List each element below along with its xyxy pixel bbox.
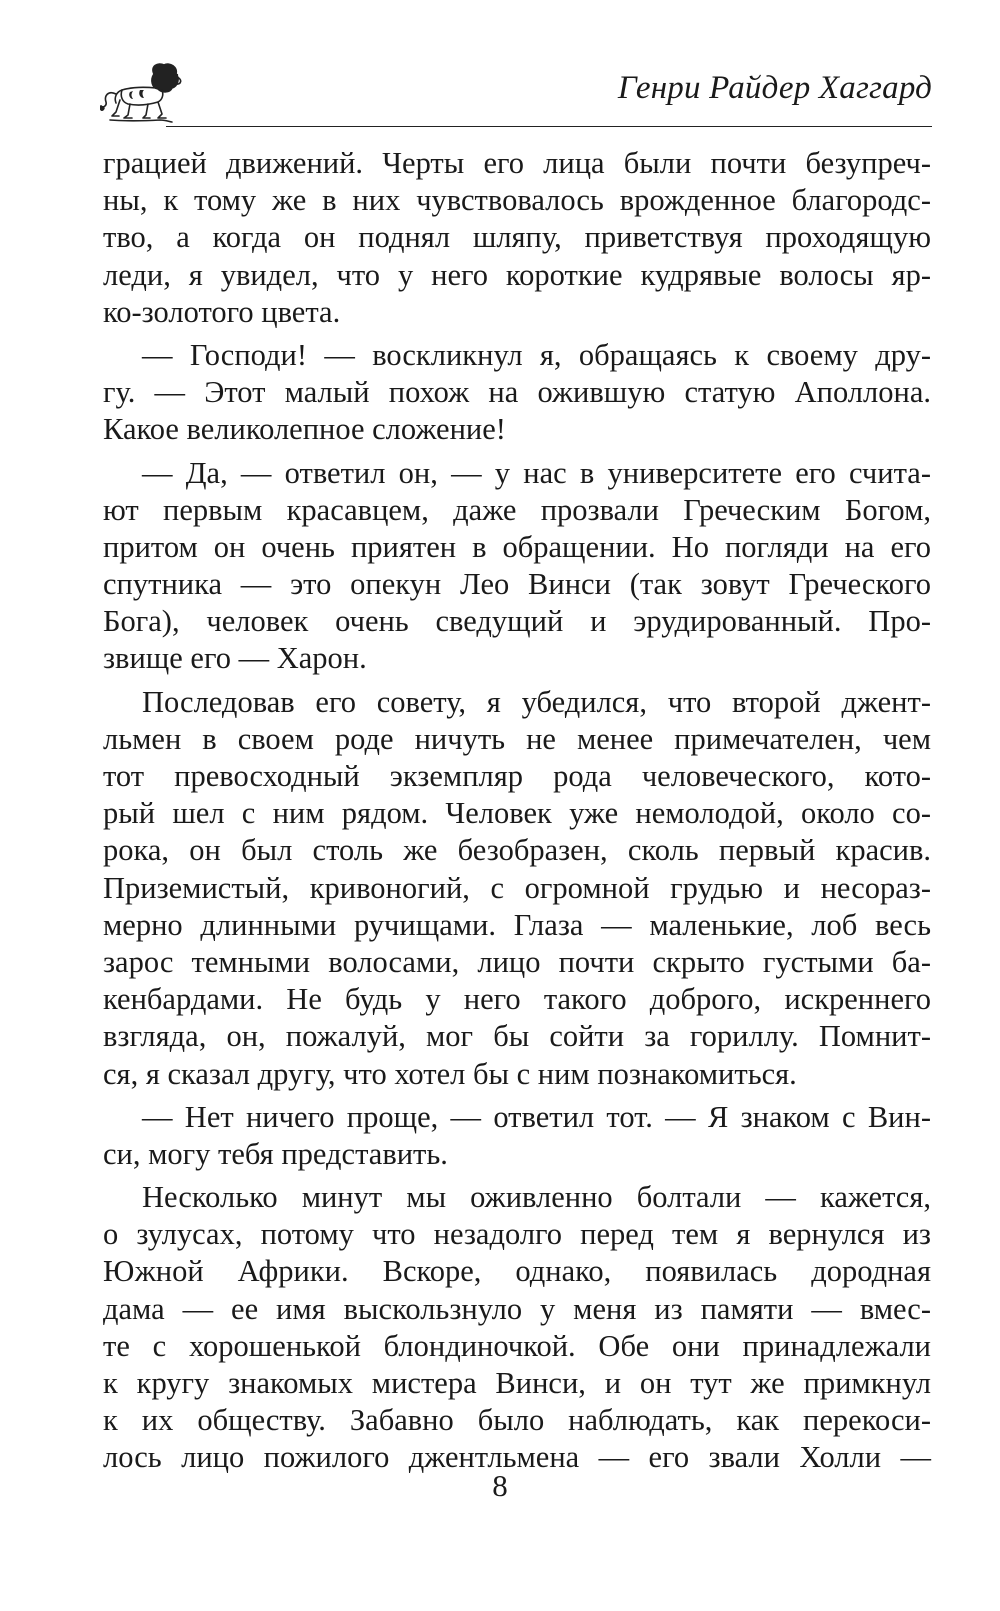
text-line: притом он очень приятен в обращении. Но погляди на его bbox=[103, 529, 931, 564]
text-line: лось лицо пожилого джентльмена — его звали Холли — bbox=[103, 1440, 931, 1475]
text-line: к их обществу. Забавно было наблюдать, как перекоси- bbox=[103, 1403, 931, 1438]
paragraph bbox=[103, 1099, 931, 1173]
lion-icon bbox=[100, 60, 184, 124]
text-line: к кругу знакомых мистера Винси, и он тут же примкнул bbox=[103, 1366, 931, 1400]
paragraph bbox=[103, 1179, 931, 1477]
text-line: Последовав его совету, я убедился, что второй джент- bbox=[142, 684, 931, 719]
text-line: леди, я увидел, что у него короткие кудрявые волосы яр- bbox=[103, 257, 931, 292]
text-line: Несколько минут мы оживленно болтали — кажется, bbox=[142, 1180, 931, 1215]
text-line: взгляда, он, пожалуй, мог бы сойти за гориллу. Помнит- bbox=[103, 1019, 931, 1054]
text-line: рый шел с ним рядом. Человек уже немолодой, около со- bbox=[103, 796, 931, 831]
text-line: ся, я сказал другу, что хотел бы с ним познакомиться. bbox=[103, 1056, 797, 1091]
header-rule bbox=[166, 126, 932, 127]
text-line: рока, он был столь же безобразен, сколь первый красив. bbox=[103, 833, 931, 868]
text-line: мерно длинными ручищами. Глаза — маленькие, лоб весь bbox=[103, 907, 931, 942]
running-head-author: Генри Райдер Хаггард bbox=[617, 70, 932, 106]
body-text bbox=[103, 145, 931, 1483]
text-line: — Господи! — воскликнул я, обращаясь к своему дру- bbox=[142, 337, 931, 372]
text-line: — Нет ничего проще, — ответил тот. — Я знаком с Вин- bbox=[142, 1099, 931, 1134]
text-line: дама — ее имя выскользнуло у меня из памяти — вмес- bbox=[103, 1291, 931, 1326]
text-line: си, могу тебя представить. bbox=[103, 1136, 448, 1171]
paragraph bbox=[103, 145, 931, 331]
text-line: о зулусах, потому что незадолго перед тем я вернулся из bbox=[103, 1217, 931, 1252]
text-line: льмен в своем роде ничуть не менее примечателен, чем bbox=[103, 721, 931, 756]
text-line: Бога), человек очень сведущий и эрудированный. Про- bbox=[103, 604, 931, 639]
text-line: Какое великолепное сложение! bbox=[103, 412, 506, 447]
text-line: тот превосходный экземпляр рода человеческого, кото- bbox=[103, 759, 931, 793]
text-line: гу. — Этот малый похож на ожившую статую Аполлона. bbox=[103, 375, 931, 410]
paragraph bbox=[103, 455, 931, 678]
text-line: зарос темными волосами, лицо почти скрыто густыми ба- bbox=[103, 944, 931, 979]
text-line: ко-золотого цвета. bbox=[103, 294, 341, 329]
text-line: грацией движений. Черты его лица были почти безупреч- bbox=[103, 146, 931, 180]
text-line: Южной Африки. Вскоре, однако, появилась дородная bbox=[103, 1254, 931, 1289]
paragraph bbox=[103, 337, 931, 449]
page-header bbox=[100, 60, 932, 130]
paragraph bbox=[103, 684, 931, 1093]
text-line: ют первым красавцем, даже прозвали Греческим Богом, bbox=[103, 492, 931, 527]
text-line: — Да, — ответил он, — у нас в университете его счита- bbox=[142, 455, 931, 490]
text-line: спутника — это опекун Лео Винси (так зовут Греческого bbox=[103, 567, 931, 602]
text-line: те с хорошенькой блондиночкой. Обе они принадлежали bbox=[103, 1328, 931, 1363]
text-line: Приземистый, кривоногий, с огромной грудью и несораз- bbox=[103, 870, 931, 905]
text-line: тво, а когда он поднял шляпу, приветствуя проходящую bbox=[103, 220, 931, 255]
text-line: ны, к тому же в них чувствовалось врожденное благородс- bbox=[103, 183, 931, 218]
page-number: 8 bbox=[492, 1468, 508, 1503]
text-line: звище его — Харон. bbox=[103, 641, 367, 676]
text-line: кенбардами. Не будь у него такого доброго, искреннего bbox=[103, 982, 931, 1017]
